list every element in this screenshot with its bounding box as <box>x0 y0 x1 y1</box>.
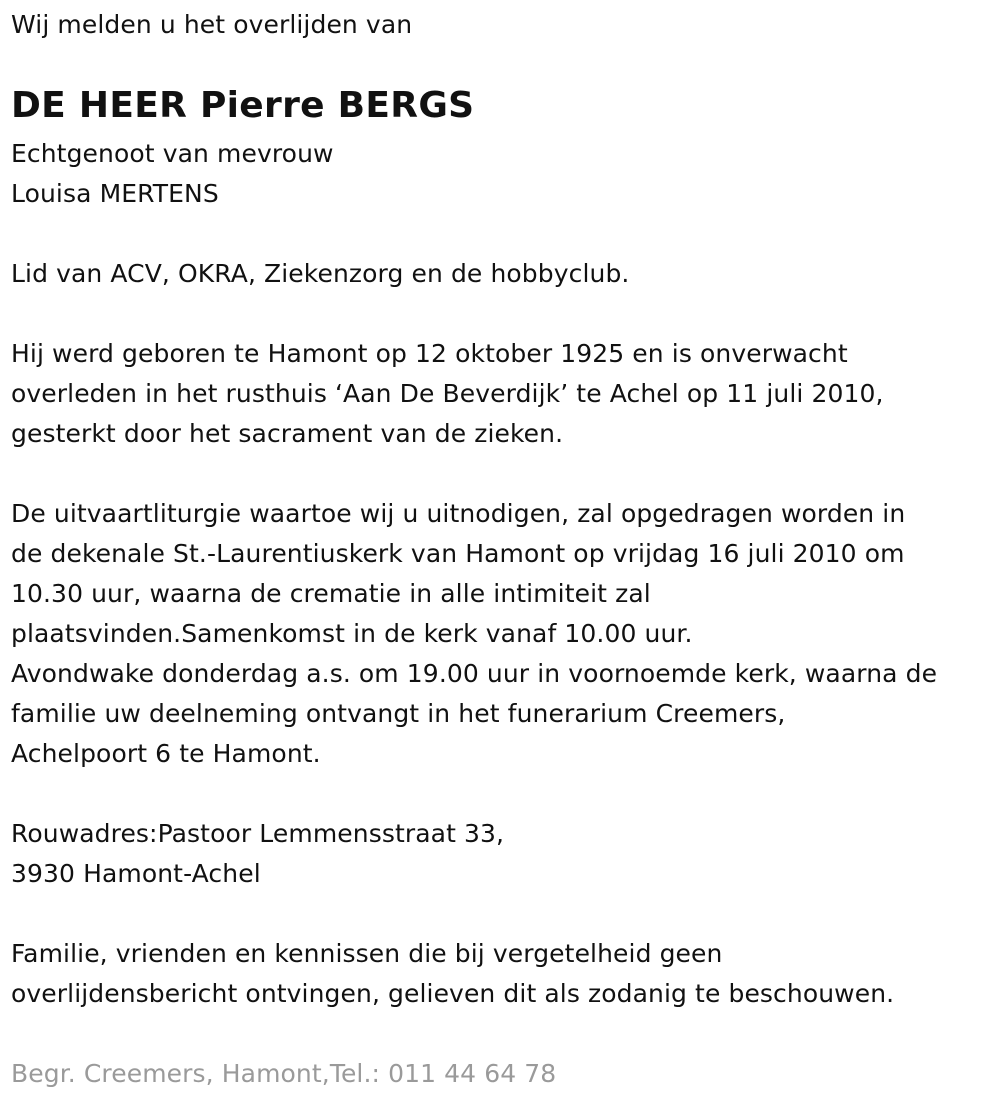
intro-text: Wij melden u het overlijden van <box>11 10 413 39</box>
funeral-line-1: De uitvaartliturgie waartoe wij u uitnodigen, zal opgedragen worden in <box>11 499 906 528</box>
deceased-name: DE HEER Pierre BERGS <box>11 85 475 126</box>
birth-death-line-2: overleden in het rusthuis ‘Aan De Beverdijk’ te Achel op 11 juli 2010, <box>11 379 884 408</box>
funeral-line-3: 10.30 uur, waarna de crematie in alle intimiteit zal <box>11 579 651 608</box>
funeral-line-4: plaatsvinden.Samenkomst in de kerk vanaf 10.00 uur. <box>11 619 693 648</box>
funeral-line-2: de dekenale St.-Laurentiuskerk van Hamont op vrijdag 16 juli 2010 om <box>11 539 905 568</box>
membership-text: Lid van ACV, OKRA, Ziekenzorg en de hobbyclub. <box>11 259 630 288</box>
funeral-line-5: Avondwake donderdag a.s. om 19.00 uur in voornoemde kerk, waarna de <box>11 659 938 688</box>
address-line-1: Rouwadres:Pastoor Lemmensstraat 33, <box>11 819 505 848</box>
spouse-line-2: Louisa MERTENS <box>11 179 219 208</box>
address-line-2: 3930 Hamont-Achel <box>11 859 261 888</box>
birth-death-line-1: Hij werd geboren te Hamont op 12 oktober 1925 en is onverwacht <box>11 339 848 368</box>
closing-line-2: overlijdensbericht ontvingen, gelieven dit als zodanig te beschouwen. <box>11 979 895 1008</box>
birth-death-line-3: gesterkt door het sacrament van de zieken. <box>11 419 564 448</box>
funeral-line-7: Achelpoort 6 te Hamont. <box>11 739 321 768</box>
closing-line-1: Familie, vrienden en kennissen die bij vergetelheid geen <box>11 939 723 968</box>
funeral-line-6: familie uw deelneming ontvangt in het funerarium Creemers, <box>11 699 786 728</box>
undertaker-footer: Begr. Creemers, Hamont,Tel.: 011 44 64 78 <box>11 1059 557 1088</box>
spouse-line-1: Echtgenoot van mevrouw <box>11 139 334 168</box>
